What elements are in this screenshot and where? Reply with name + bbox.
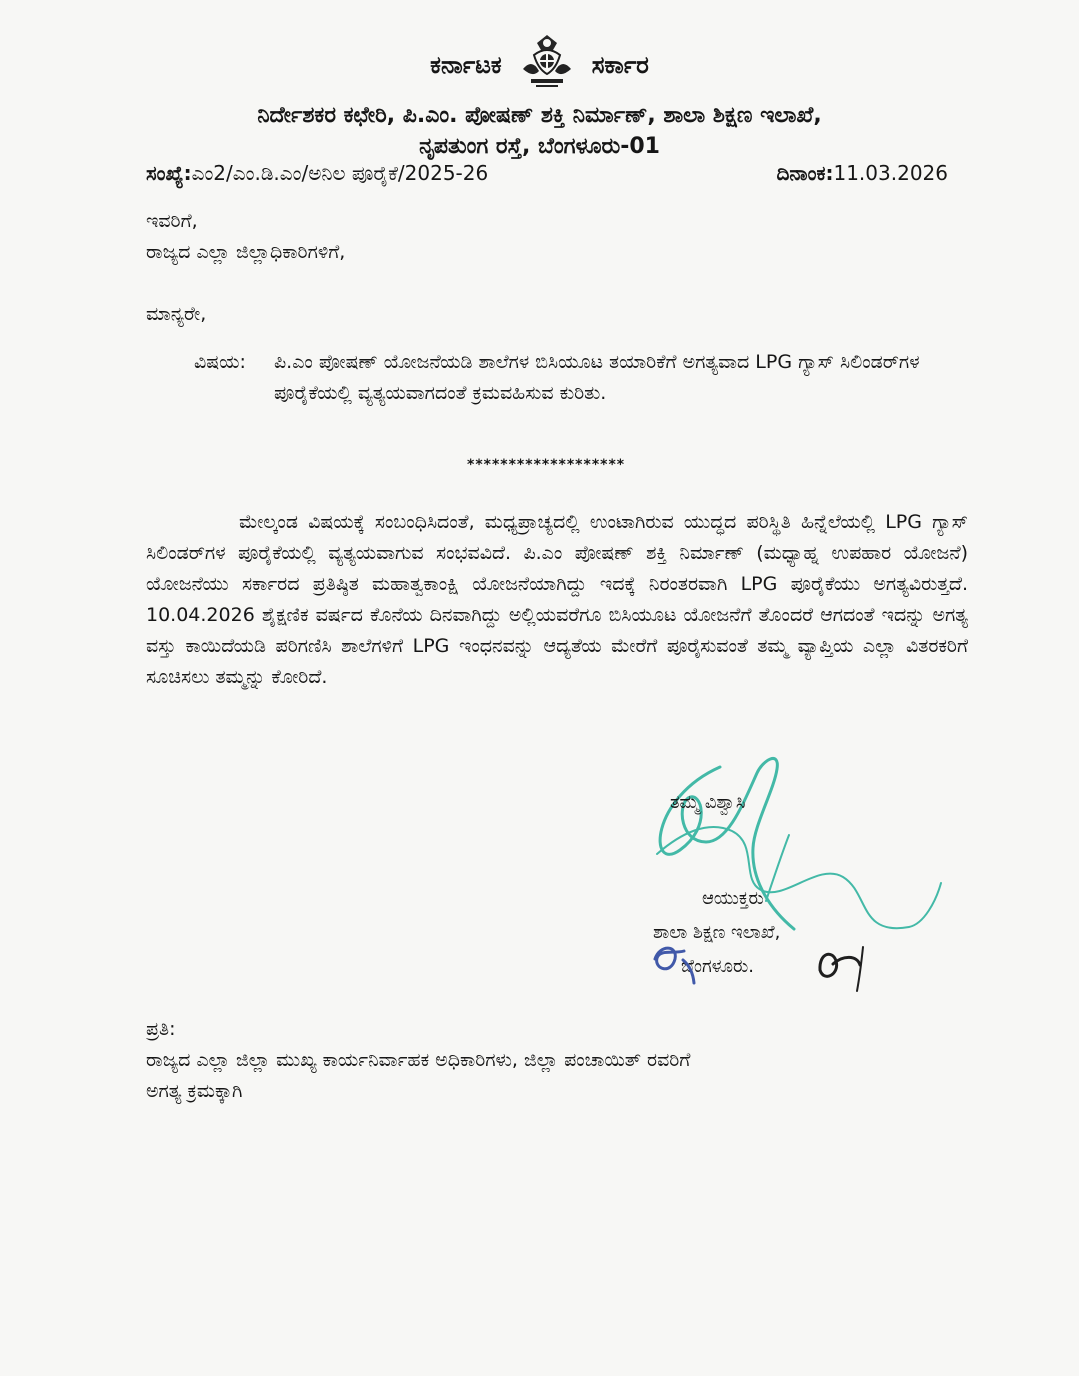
salutation: ಮಾನ್ಯರೇ, bbox=[146, 303, 207, 325]
date-value: 11.03.2026 bbox=[833, 161, 948, 185]
office-address-line-1: ನಿರ್ದೇಶಕರ ಕಛೇರಿ, ಪಿ.ಎಂ. ಪೋಷಣ್ ಶಕ್ತಿ ನಿರ್ಮಾಣ್, ಶಾಲಾ ಶಿಕ್ಷಣ ಇಲಾಖೆ, bbox=[257, 103, 822, 128]
date-label: ದಿನಾಂಕ: bbox=[776, 161, 834, 185]
letter-header bbox=[0, 28, 1079, 164]
government-name-left: ಕರ್ನಾಟಕ bbox=[430, 51, 502, 79]
signature-department: ಶಾಲಾ ಶಿಕ್ಷಣ ಇಲಾಖೆ, bbox=[653, 922, 781, 943]
addressee-block bbox=[146, 206, 646, 268]
reference-number-value: ಎಂ2/ಎಂ.ಡಿ.ಎಂ/ಅನಿಲ ಪೂರೈಕೆ/2025-26 bbox=[191, 161, 489, 185]
reference-row bbox=[146, 159, 948, 187]
government-name-right: ಸರ್ಕಾರ bbox=[591, 51, 649, 79]
signature-block bbox=[653, 789, 950, 989]
addressee-to: ಇವರಿಗೆ, bbox=[146, 210, 198, 232]
addressee-recipient: ರಾಜ್ಯದ ಎಲ್ಲಾ ಜಿಲ್ಲಾಧಿಕಾರಿಗಳಿಗೆ, bbox=[146, 241, 346, 263]
government-title bbox=[0, 28, 1079, 102]
letter-reference-number bbox=[146, 159, 488, 187]
copy-label: ಪ್ರತಿ: bbox=[146, 1018, 176, 1040]
karnataka-emblem-icon bbox=[516, 30, 578, 92]
letter-body: ಮೇಲ್ಕಂಡ ವಿಷಯಕ್ಕೆ ಸಂಬಂಧಿಸಿದಂತೆ, ಮಧ್ಯಪ್ರಾಚ್ಯದಲ್ಲಿ ಉಂಟಾಗಿರುವ ಯುದ್ಧದ ಪರಿಸ್ಥಿತಿ ಹಿನ್ನೆಲೆಯಲ್ಲಿ LPG ಗ್ಯಾಸ್ ಸಿಲಿಂಡರ್‌ಗಳ ಪೂರೈಕೆಯಲ್ಲಿ ವ್ಯತ್ಯಯವಾಗುವ ಸಂಭವವಿದೆ. ಪಿ.ಎಂ ಪೋಷಣ್ ಶಕ್ತಿ ನಿರ್ಮಾಣ್ (ಮಧ್ಯಾಹ್ನ ಉಪಹಾರ ಯೋಜನೆ) ಯೋಜನೆಯು ಸರ್ಕಾರದ ಪ್ರತಿಷ್ಠಿತ ಮಹಾತ್ವಕಾಂಕ್ಷಿ ಯೋಜನೆಯಾಗಿದ್ದು ಇದಕ್ಕೆ ನಿರಂತರವಾಗಿ LPG ಪೂರೈಕೆಯು ಅಗತ್ಯವಿರುತ್ತದೆ. 10.04.2026 ಶೈಕ್ಷಣಿಕ ವರ್ಷದ ಕೊನೆಯ ದಿನವಾಗಿದ್ದು ಅಲ್ಲಿಯವರೆಗೂ ಬಿಸಿಯೂಟ ಯೋಜನೆಗೆ ತೊಂದರೆ ಆಗದಂತೆ ಇದನ್ನು ಅಗತ್ಯ ವಸ್ತು ಕಾಯಿದೆಯಡಿ ಪರಿಗಣಿಸಿ ಶಾಲೆಗಳಿಗೆ LPG ಇಂಧನವನ್ನು ಆದ್ಯತೆಯ ಮೇರೆಗೆ ಪೂರೈಸುವಂತೆ ತಮ್ಮ ವ್ಯಾಪ್ತಿಯ ಎಲ್ಲಾ ವಿತರಕರಿಗೆ ಸೂಚಿಸಲು ತಮ್ಮನ್ನು ಕೋರಿದೆ. bbox=[146, 511, 968, 688]
reference-number-label: ಸಂಖ್ಯೆ: bbox=[146, 161, 192, 185]
initial-mark-icon bbox=[812, 943, 882, 995]
signature-closing: ತಮ್ಮ ವಿಶ್ವಾಸಿ bbox=[670, 792, 746, 813]
office-address-line-2: ನೃಪತುಂಗ ರಸ್ತೆ, ಬೆಂಗಳೂರು-01 bbox=[419, 134, 660, 159]
signature-title: ಆಯುಕ್ತರು bbox=[702, 888, 764, 909]
copy-recipient: ರಾಜ್ಯದ ಎಲ್ಲಾ ಜಿಲ್ಲಾ ಮುಖ್ಯ ಕಾರ್ಯನಿರ್ವಾಹಕ ಅಧಿಕಾರಿಗಳು, ಜಿಲ್ಲಾ ಪಂಚಾಯಿತ್ ರವರಿಗೆ bbox=[146, 1049, 691, 1071]
copy-block bbox=[146, 1014, 976, 1107]
subject-text: ಪಿ.ಎಂ ಪೋಷಣ್ ಯೋಜನೆಯಡಿ ಶಾಲೆಗಳ ಬಿಸಿಯೂಟ ತಯಾರಿಕೆಗೆ ಅಗತ್ಯವಾದ LPG ಗ್ಯಾಸ್ ಸಿಲಿಂಡರ್‌ಗಳ ಪೂರೈಕೆಯಲ್ಲಿ ವ್ಯತ್ಯಯವಾಗದಂತೆ ಕ್ರಮವಹಿಸುವ ಕುರಿತು. bbox=[274, 351, 920, 404]
separator-stars: ******************* bbox=[467, 457, 626, 473]
subject-block bbox=[194, 347, 974, 409]
copy-purpose: ಅಗತ್ಯ ಕ್ರಮಕ್ಕಾಗಿ bbox=[146, 1080, 243, 1102]
signature-city: ಬೆಂಗಳೂರು. bbox=[681, 956, 754, 977]
subject-label: ವಿಷಯ: bbox=[194, 351, 246, 373]
letter-date bbox=[777, 159, 948, 187]
